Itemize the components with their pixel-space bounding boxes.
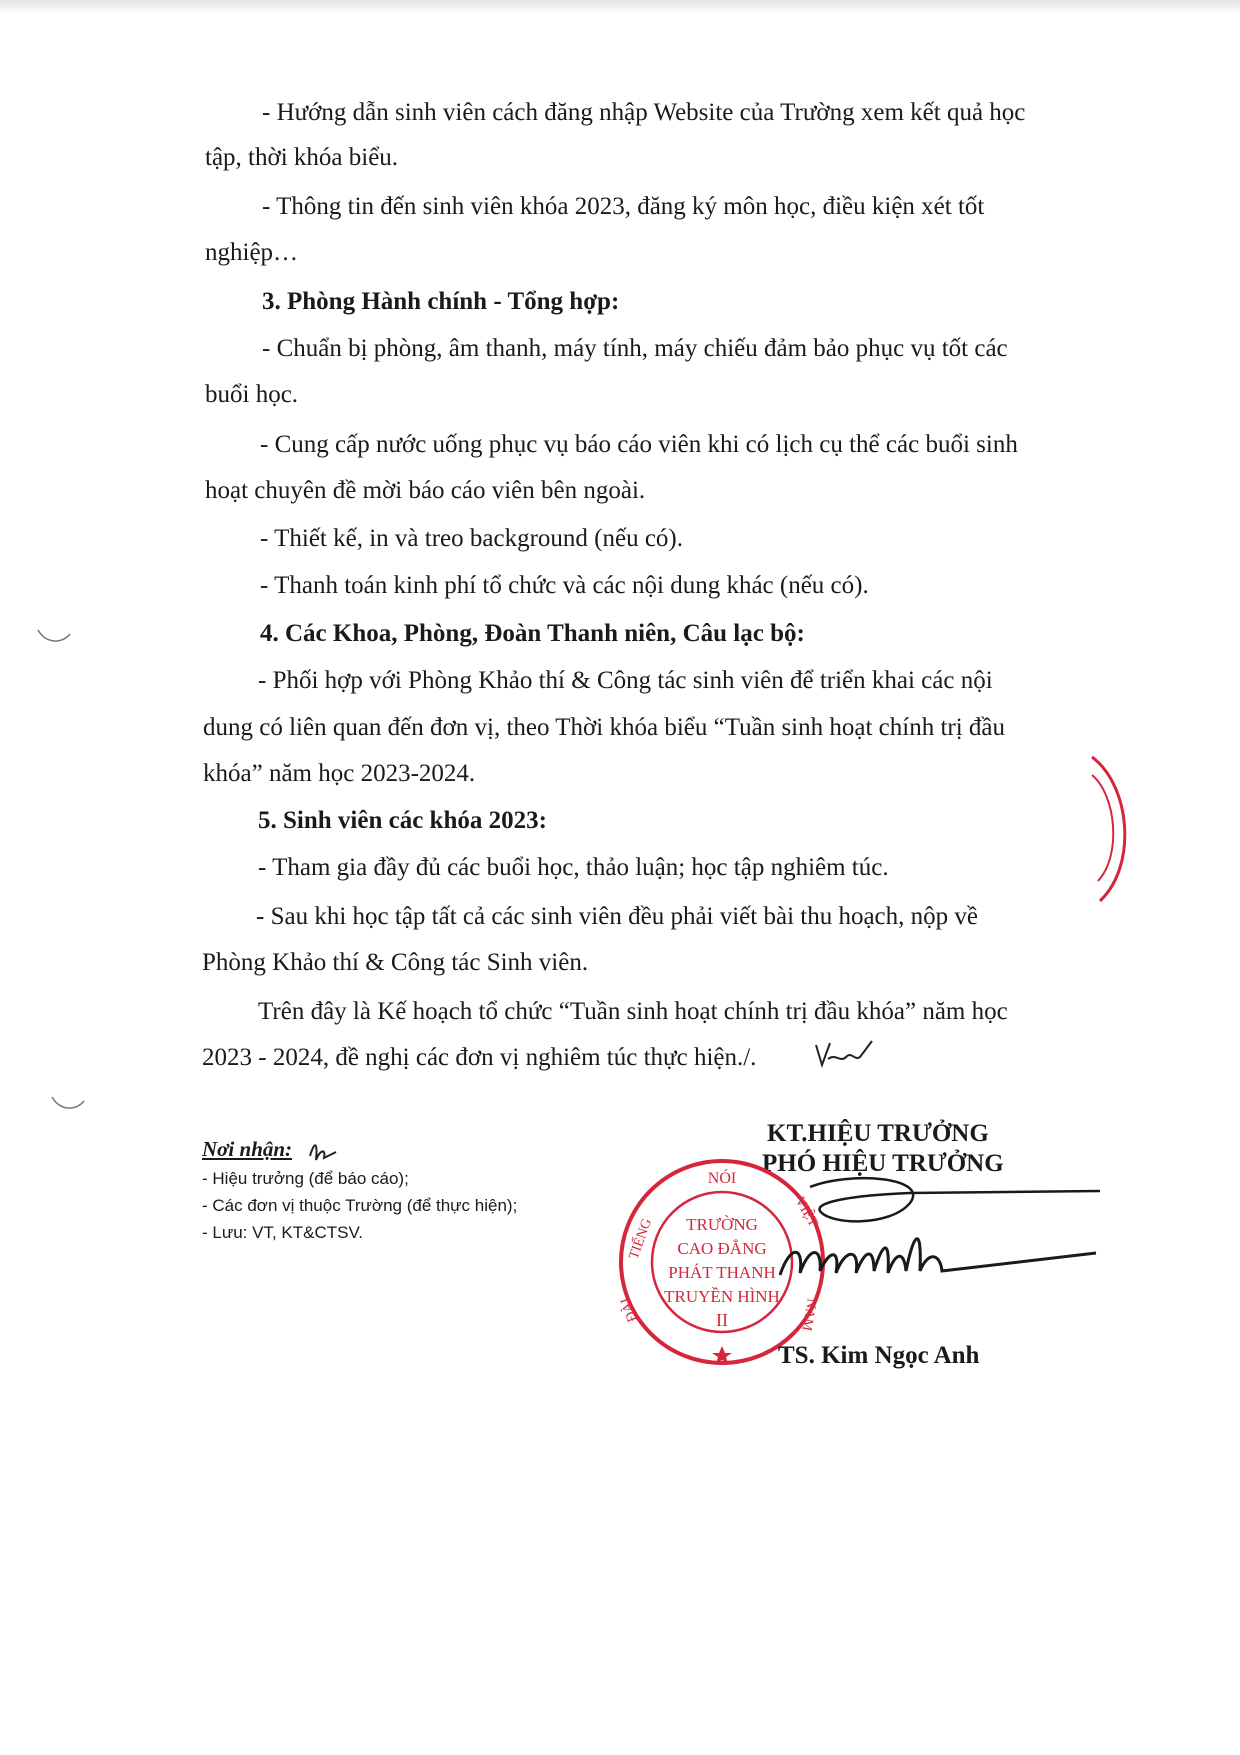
svg-text:ĐÀI: ĐÀI [618, 1295, 641, 1324]
svg-text:TRUYỀN HÌNH: TRUYỀN HÌNH [664, 1287, 780, 1306]
recipients-initial-icon [306, 1138, 338, 1164]
paragraph-10-line-1: Trên đây là Kế hoạch tổ chức “Tuần sinh hoạt chính trị đầu khóa” năm học [258, 998, 1008, 1025]
svg-text:II: II [716, 1310, 728, 1330]
paragraph-8: - Tham gia đầy đủ các buổi học, thảo luận; học tập nghiêm túc. [258, 854, 889, 881]
paragraph-7-line-2: dung có liên quan đến đơn vị, theo Thời khóa biểu “Tuần sinh hoạt chính trị đầu [203, 714, 1006, 741]
section-5-heading: 5. Sinh viên các khóa 2023: [258, 807, 547, 834]
paragraph-2-line-2: nghiệp… [205, 239, 299, 266]
paragraph-7-line-1: - Phối hợp với Phòng Khảo thí & Công tác sinh viên để triển khai các nội [258, 667, 993, 694]
scan-top-edge [0, 0, 1240, 14]
section-4-heading: 4. Các Khoa, Phòng, Đoàn Thanh niên, Câu lạc bộ: [260, 620, 805, 647]
partial-seal-edge [1090, 755, 1140, 905]
paragraph-3-line-2: buổi học. [205, 381, 299, 408]
svg-text:TRƯỜNG: TRƯỜNG [686, 1215, 758, 1234]
paragraph-1-line-1: - Hướng dẫn sinh viên cách đăng nhập Website của Trường xem kết quả học [262, 99, 1026, 126]
svg-text:NÓI: NÓI [707, 1170, 737, 1187]
signature-title-line-2: PHÓ HIỆU TRƯỞNG [762, 1150, 1004, 1177]
paragraph-9-line-2: Phòng Khảo thí & Công tác Sinh viên. [202, 949, 589, 976]
signature-title-line-1: KT.HIỆU TRƯỞNG [767, 1120, 989, 1147]
signer-name: TS. Kim Ngọc Anh [778, 1342, 980, 1369]
paragraph-4-line-1: - Cung cấp nước uống phục vụ báo cáo viên khi có lịch cụ thể các buổi sinh [260, 431, 1018, 458]
paragraph-4-line-2: hoạt chuyên đề mời báo cáo viên bên ngoài. [205, 477, 646, 504]
section-3-heading: 3. Phòng Hành chính - Tổng hợp: [262, 288, 620, 315]
recipients-title: Nơi nhận: [202, 1137, 293, 1161]
paragraph-2-line-1: - Thông tin đến sinh viên khóa 2023, đăng ký môn học, điều kiện xét tốt [262, 193, 985, 220]
svg-text:PHÁT THANH: PHÁT THANH [668, 1263, 776, 1282]
margin-mark [36, 628, 72, 648]
recipient-item: - Các đơn vị thuộc Trường (để thực hiện); [202, 1196, 518, 1215]
svg-text:VIỆT: VIỆT [791, 1194, 821, 1230]
paragraph-9-line-1: - Sau khi học tập tất cả các sinh viên đều phải viết bài thu hoạch, nộp về [256, 903, 978, 930]
initial-scribble-icon [812, 1035, 874, 1069]
recipient-item: - Lưu: VT, KT&CTSV. [202, 1223, 363, 1242]
paragraph-5: - Thiết kế, in và treo background (nếu có). [260, 525, 683, 552]
svg-text:NAM: NAM [798, 1297, 819, 1333]
paragraph-3-line-1: - Chuẩn bị phòng, âm thanh, máy tính, máy chiếu đảm bảo phục vụ tốt các [262, 335, 1008, 362]
svg-text:CAO ĐẲNG: CAO ĐẲNG [677, 1239, 767, 1258]
handwritten-signature [770, 1175, 1105, 1325]
margin-mark [50, 1095, 86, 1115]
svg-text:TIẾNG: TIẾNG [626, 1216, 656, 1262]
paragraph-7-line-3: khóa” năm học 2023-2024. [203, 760, 476, 787]
paragraph-10-line-2: 2023 - 2024, đề nghị các đơn vị nghiêm túc thực hiện./. [202, 1044, 757, 1071]
paragraph-1-line-2: tập, thời khóa biểu. [205, 144, 399, 171]
paragraph-6: - Thanh toán kinh phí tổ chức và các nội dung khác (nếu có). [260, 572, 869, 599]
recipient-item: - Hiệu trưởng (để báo cáo); [202, 1169, 409, 1188]
